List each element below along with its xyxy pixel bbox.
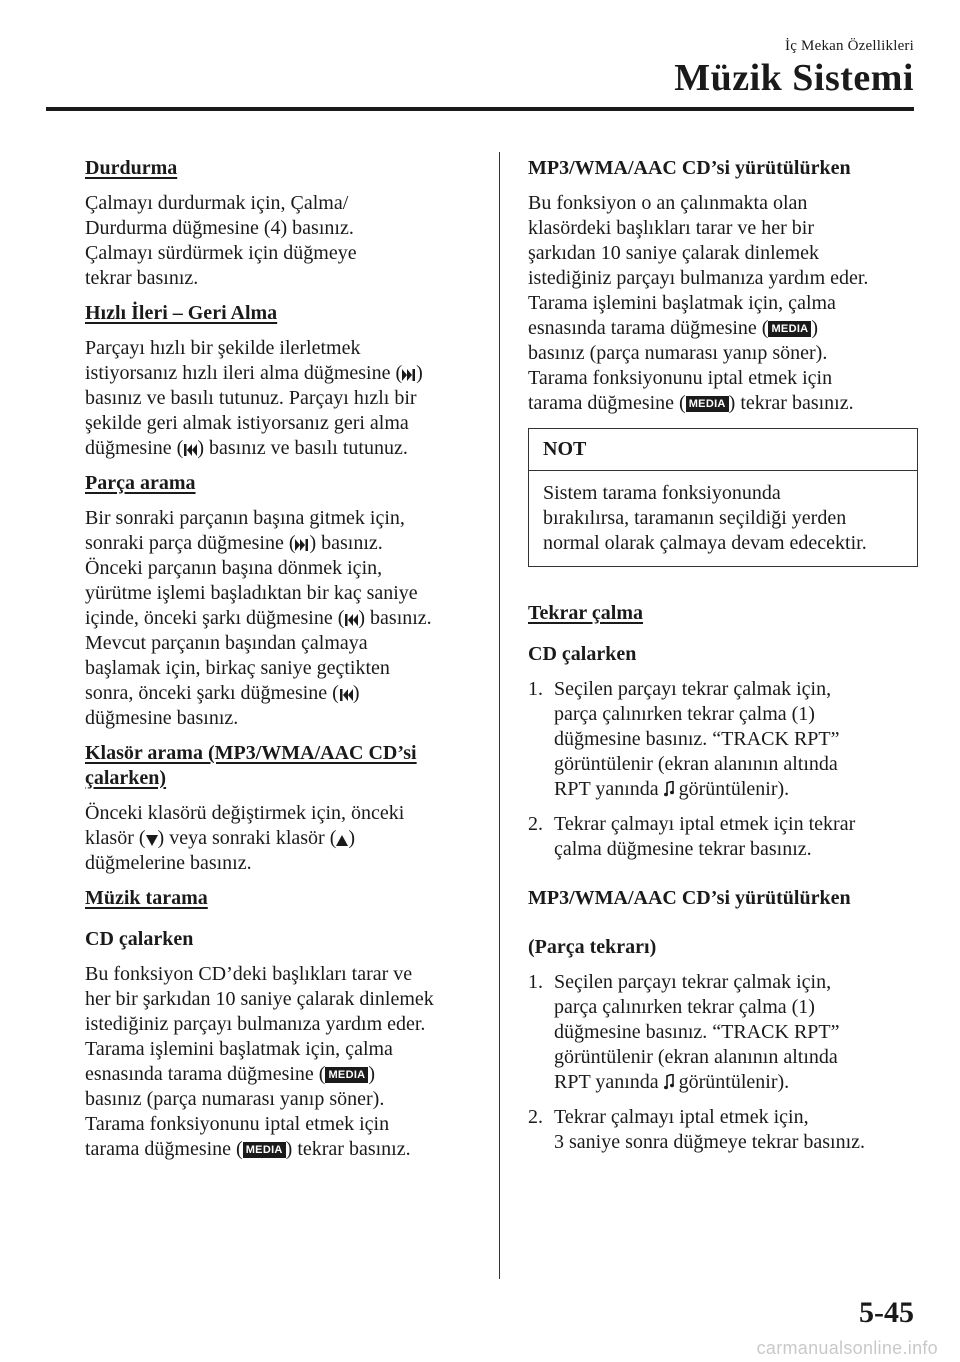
watermark: carmanualsonline.info — [756, 1338, 938, 1358]
text-line: normal olarak çalmaya devam edecektir. — [543, 532, 867, 554]
text-line: Bir sonraki parçanın başına gitmek için, — [85, 507, 405, 529]
column-divider — [499, 152, 500, 1279]
text-line: yürütme işlemi başladıktan bir kaç saniye — [85, 582, 418, 604]
section-klasor — [85, 741, 480, 876]
text-line: Çalmayı durdurmak için, Çalma/ — [85, 192, 349, 214]
heading-durdurma: Durdurma — [85, 157, 178, 179]
text-line: Seçilen parçayı tekrar çalmak için, — [554, 678, 832, 700]
list-item: 1. Seçilen parçayı tekrar çalmak için, parça çalınırken tekrar çalma (1) düğmesine basınız. “TRACK RPT” görüntülenir (ekran alanının altında RPT yanında görüntülenir). — [528, 970, 918, 1095]
heading-mp3-scan: MP3/WMA/AAC CD’si yürütülürken — [528, 157, 851, 179]
text-line: Mevcut parçanın başından çalmaya — [85, 632, 368, 654]
text-line: RPT yanında görüntülenir). — [554, 1071, 790, 1093]
heading-klasor: Klasör arama (MP3/WMA/AAC CD’si çalarken) — [85, 742, 417, 789]
paragraph-hizli — [85, 336, 480, 461]
paragraph-muzik — [85, 962, 480, 1162]
list-item: 2. Tekrar çalmayı iptal etmek için tekrar çalma düğmesine tekrar basınız. — [528, 812, 918, 862]
media-icon: MEDIA — [243, 1142, 286, 1158]
header-rule — [46, 107, 914, 111]
text-line: içinde, önceki şarkı düğmesine ( ) basınız. — [85, 607, 432, 629]
text-line: düğmelerine basınız. — [85, 852, 252, 874]
text-line: esnasında tarama düğmesine ( MEDIA ) — [85, 1063, 376, 1085]
text-line: parça çalınırken tekrar çalma (1) — [554, 703, 815, 725]
section-tekrar — [528, 601, 918, 1155]
up-arrow-icon — [336, 830, 348, 850]
text-line: RPT yanında görüntülenir). — [554, 778, 790, 800]
media-icon: MEDIA — [325, 1067, 368, 1083]
text-line: tarama düğmesine ( MEDIA ) tekrar basınız. — [528, 392, 854, 414]
header-section: İç Mekan Özellikleri — [785, 38, 914, 54]
text-line: istediğiniz parçayı bulmanıza yardım eder. — [528, 267, 869, 289]
text-line: klasördeki başlıkları tarar ve her bir — [528, 217, 814, 239]
text-line: Tarama fonksiyonunu iptal etmek için — [528, 367, 833, 389]
page-number: 5-45 — [859, 1296, 914, 1329]
text-line: çalma düğmesine tekrar basınız. — [554, 838, 812, 860]
section-hizli — [85, 301, 480, 461]
skip-forward-icon — [402, 365, 416, 385]
text-line: istiyorsanız hızlı ileri alma düğmesine ( ) — [85, 362, 423, 384]
text-line: sonraki parça düğmesine ( ) basınız. — [85, 532, 383, 554]
text-line: esnasında tarama düğmesine ( MEDIA ) — [528, 317, 819, 339]
list-item: 1. Seçilen parçayı tekrar çalmak için, parça çalınırken tekrar çalma (1) düğmesine basınız. “TRACK RPT” görüntülenir (ekran alanının altında RPT yanında görüntülenir). — [528, 677, 918, 802]
subheading-cd: CD çalarken — [85, 928, 194, 950]
section-durdurma — [85, 156, 480, 291]
text-line: Önceki klasörü değiştirmek için, önceki — [85, 802, 405, 824]
subheading-cd: CD çalarken — [528, 643, 637, 665]
text-line: Önceki parçanın başına dönmek için, — [85, 557, 383, 579]
text-line: başlamak için, birkaç saniye geçtikten — [85, 657, 390, 679]
section-muzik-tarama — [85, 886, 480, 1162]
down-arrow-icon — [146, 830, 158, 850]
left-column — [85, 156, 480, 1172]
media-icon: MEDIA — [686, 396, 729, 412]
text-line: istediğiniz parçayı bulmanıza yardım eder. — [85, 1013, 426, 1035]
text-line: Çalmayı sürdürmek için düğmeye — [85, 242, 357, 264]
text-line: basınız (parça numarası yanıp söner). — [528, 342, 828, 364]
text-line: basınız ve basılı tutunuz. Parçayı hızlı bir — [85, 387, 417, 409]
page-title: Müzik Sistemi — [674, 57, 914, 99]
text-line: Tarama işlemini başlatmak için, çalma — [85, 1038, 393, 1060]
paragraph-mp3-scan — [528, 191, 918, 416]
heading-parca: Parça arama — [85, 472, 196, 494]
text-line: şekilde geri almak istiyorsanız geri alma — [85, 412, 409, 434]
section-mp3-scan — [528, 156, 918, 416]
heading-tekrar: Tekrar çalma — [528, 602, 643, 624]
paragraph-klasor — [85, 801, 480, 876]
text-line: Bu fonksiyon o an çalınmakta olan — [528, 192, 808, 214]
skip-back-icon — [344, 610, 358, 630]
media-icon: MEDIA — [768, 321, 811, 337]
text-line: sonra, önceki şarkı düğmesine ( ) — [85, 682, 360, 704]
text-line: düğmesine ( ) basınız ve basılı tutunuz. — [85, 437, 408, 459]
skip-back-icon — [339, 685, 353, 705]
text-line: düğmesine basınız. — [85, 707, 239, 729]
list-item: 2. Tekrar çalmayı iptal etmek için, 3 saniye sonra düğmeye tekrar basınız. — [528, 1105, 918, 1155]
text-line: düğmesine basınız. “TRACK RPT” — [554, 1021, 840, 1043]
text-line: tekrar basınız. — [85, 267, 199, 289]
note-heading: NOT — [529, 429, 917, 471]
subheading-mp3: MP3/WMA/AAC CD’si yürütülürken — [528, 887, 851, 909]
text-line: her bir şarkıdan 10 saniye çalarak dinlemek — [85, 988, 434, 1010]
right-column — [528, 156, 918, 1165]
section-parca — [85, 471, 480, 731]
skip-back-icon — [183, 440, 197, 460]
text-line: Tarama işlemini başlatmak için, çalma — [528, 292, 836, 314]
heading-muzik-tarama: Müzik tarama — [85, 887, 208, 909]
paragraph-parca — [85, 506, 480, 731]
text-line: şarkıdan 10 saniye çalarak dinlemek — [528, 242, 819, 264]
text-line: klasör ( ) veya sonraki klasör ( ) — [85, 827, 356, 849]
paragraph-durdurma — [85, 191, 480, 291]
subheading-parca-tekrari: (Parça tekrarı) — [528, 936, 657, 958]
note-box — [528, 428, 918, 567]
heading-hizli: Hızlı İleri – Geri Alma — [85, 302, 278, 324]
text-line: düğmesine basınız. “TRACK RPT” — [554, 728, 840, 750]
music-note-icon — [664, 781, 674, 801]
text-line: görüntülenir (ekran alanının altında — [554, 753, 838, 775]
text-line: parça çalınırken tekrar çalma (1) — [554, 996, 815, 1018]
text-line: bırakılırsa, taramanın seçildiği yerden — [543, 507, 847, 529]
text-line: 3 saniye sonra düğmeye tekrar basınız. — [554, 1131, 866, 1153]
music-note-icon — [664, 1074, 674, 1094]
text-line: Durdurma düğmesine (4) basınız. — [85, 217, 354, 239]
text-line: Tekrar çalmayı iptal etmek için tekrar — [554, 813, 856, 835]
text-line: Bu fonksiyon CD’deki başlıkları tarar ve — [85, 963, 413, 985]
text-line: görüntülenir (ekran alanının altında — [554, 1046, 838, 1068]
text-line: Parçayı hızlı bir şekilde ilerletmek — [85, 337, 361, 359]
text-line: basınız (parça numarası yanıp söner). — [85, 1088, 385, 1110]
text-line: Tekrar çalmayı iptal etmek için, — [554, 1106, 809, 1128]
note-body — [529, 471, 917, 566]
text-line: Sistem tarama fonksiyonunda — [543, 482, 781, 504]
skip-forward-icon — [295, 535, 309, 555]
text-line: tarama düğmesine ( MEDIA ) tekrar basınız. — [85, 1138, 411, 1160]
text-line: Tarama fonksiyonunu iptal etmek için — [85, 1113, 390, 1135]
text-line: Seçilen parçayı tekrar çalmak için, — [554, 971, 832, 993]
